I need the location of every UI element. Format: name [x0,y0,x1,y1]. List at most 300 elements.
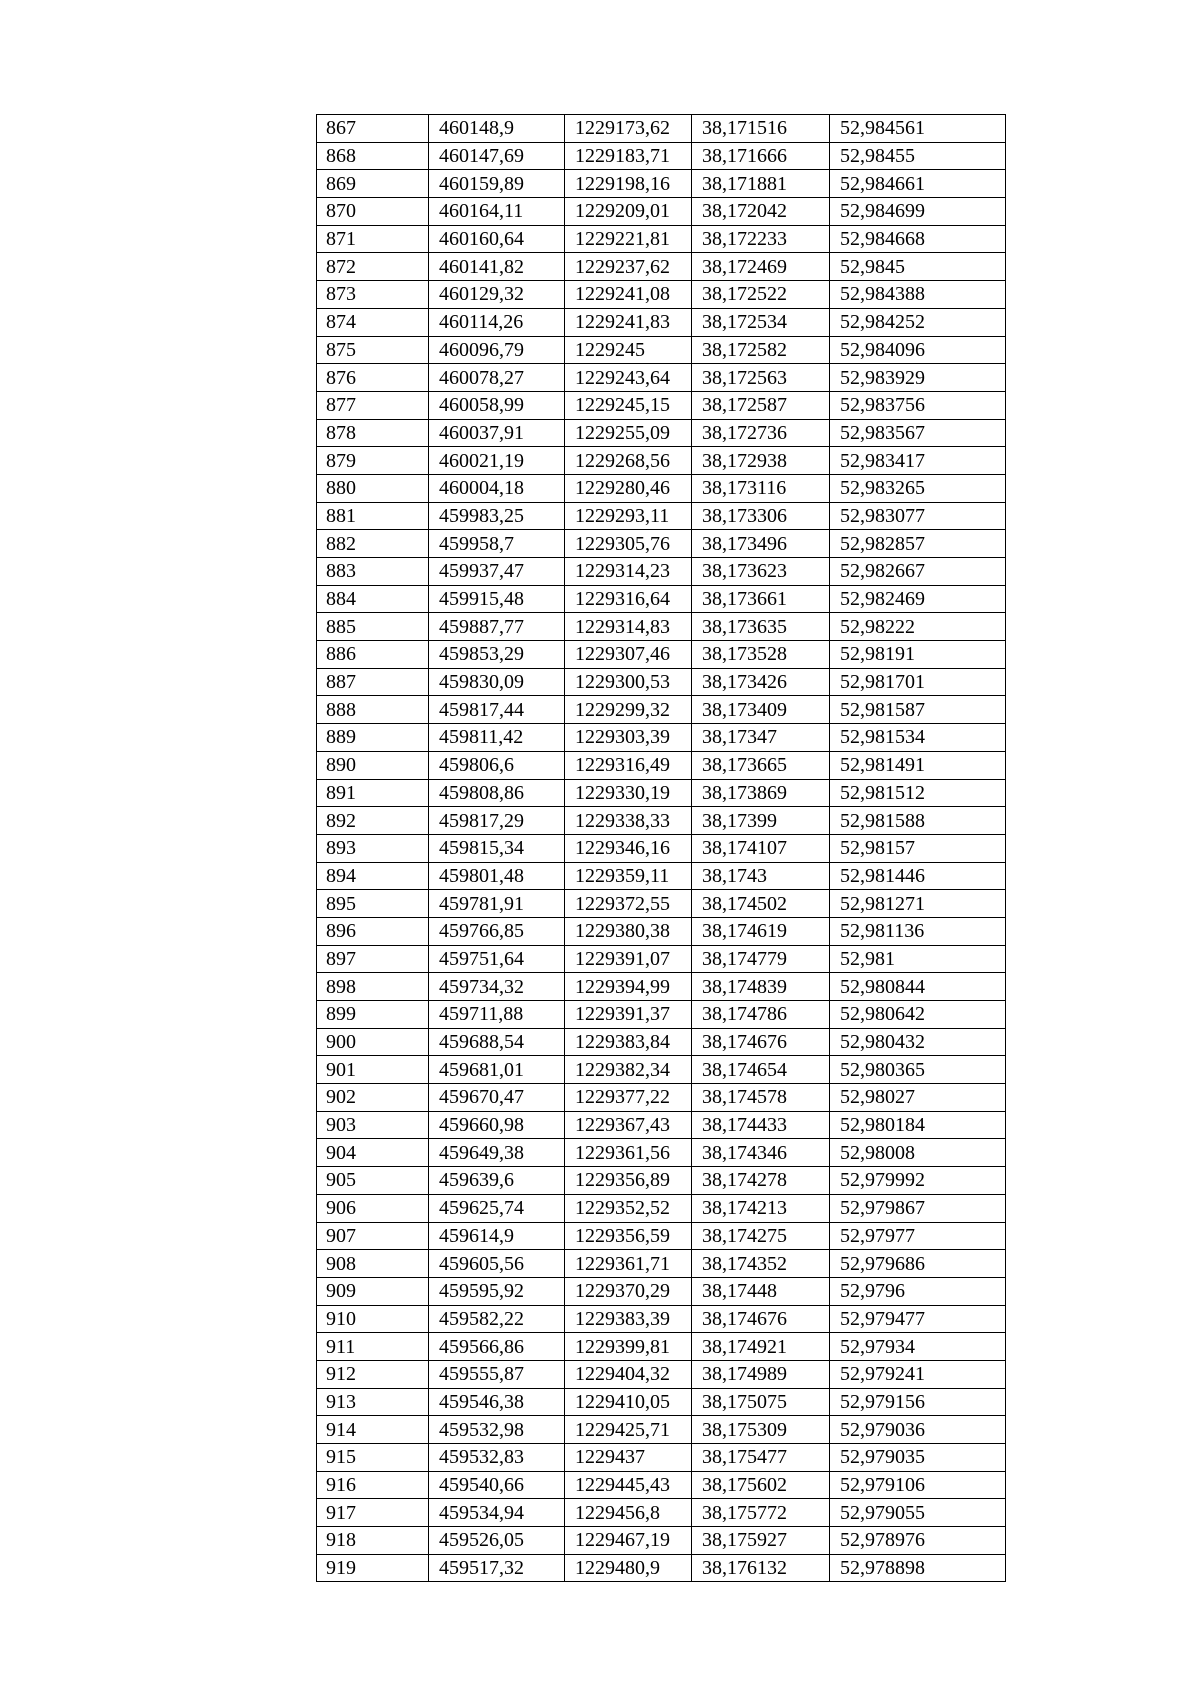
point-number-cell: 895 [317,890,429,918]
table-row [317,862,1006,890]
table-row [317,502,1006,530]
table-row [317,1250,1006,1278]
y-coordinate-cell: 1229293,11 [565,502,692,530]
table-row [317,641,1006,669]
x-coordinate-cell: 460058,99 [429,391,565,419]
x-coordinate-cell: 459751,64 [429,945,565,973]
table-row [317,1388,1006,1416]
point-number-cell: 872 [317,253,429,281]
x-coordinate-cell: 459534,94 [429,1499,565,1527]
y-coordinate-cell: 1229356,89 [565,1167,692,1195]
latitude-cell: 52,979686 [830,1250,1006,1278]
point-number-cell: 907 [317,1222,429,1250]
longitude-cell: 38,173665 [692,751,830,779]
longitude-cell: 38,174352 [692,1250,830,1278]
x-coordinate-cell: 460141,82 [429,253,565,281]
x-coordinate-cell: 460021,19 [429,447,565,475]
x-coordinate-cell: 459766,85 [429,917,565,945]
coordinates-table [316,114,1006,1582]
x-coordinate-cell: 460164,11 [429,198,565,226]
y-coordinate-cell: 1229314,23 [565,558,692,586]
y-coordinate-cell: 1229352,52 [565,1194,692,1222]
point-number-cell: 898 [317,973,429,1001]
latitude-cell: 52,981 [830,945,1006,973]
x-coordinate-cell: 459639,6 [429,1167,565,1195]
table-row [317,1028,1006,1056]
x-coordinate-cell: 459670,47 [429,1084,565,1112]
y-coordinate-cell: 1229198,16 [565,170,692,198]
y-coordinate-cell: 1229370,29 [565,1277,692,1305]
x-coordinate-cell: 459711,88 [429,1001,565,1029]
y-coordinate-cell: 1229346,16 [565,834,692,862]
y-coordinate-cell: 1229209,01 [565,198,692,226]
table-row [317,1084,1006,1112]
point-number-cell: 880 [317,474,429,502]
longitude-cell: 38,173623 [692,558,830,586]
table-row [317,115,1006,143]
longitude-cell: 38,174502 [692,890,830,918]
y-coordinate-cell: 1229338,33 [565,807,692,835]
latitude-cell: 52,98157 [830,834,1006,862]
longitude-cell: 38,176132 [692,1554,830,1582]
x-coordinate-cell: 459625,74 [429,1194,565,1222]
latitude-cell: 52,979156 [830,1388,1006,1416]
longitude-cell: 38,171516 [692,115,830,143]
latitude-cell: 52,981701 [830,668,1006,696]
x-coordinate-cell: 459815,34 [429,834,565,862]
latitude-cell: 52,984096 [830,336,1006,364]
latitude-cell: 52,979036 [830,1416,1006,1444]
latitude-cell: 52,97934 [830,1333,1006,1361]
longitude-cell: 38,174107 [692,834,830,862]
point-number-cell: 893 [317,834,429,862]
x-coordinate-cell: 459517,32 [429,1554,565,1582]
x-coordinate-cell: 459605,56 [429,1250,565,1278]
table-row [317,281,1006,309]
table-row [317,225,1006,253]
point-number-cell: 916 [317,1471,429,1499]
point-number-cell: 868 [317,142,429,170]
longitude-cell: 38,1743 [692,862,830,890]
longitude-cell: 38,174578 [692,1084,830,1112]
latitude-cell: 52,983077 [830,502,1006,530]
x-coordinate-cell: 460078,27 [429,364,565,392]
longitude-cell: 38,17347 [692,724,830,752]
y-coordinate-cell: 1229255,09 [565,419,692,447]
x-coordinate-cell: 459915,48 [429,585,565,613]
longitude-cell: 38,174275 [692,1222,830,1250]
table-row [317,419,1006,447]
x-coordinate-cell: 459806,6 [429,751,565,779]
table-row [317,917,1006,945]
latitude-cell: 52,98027 [830,1084,1006,1112]
point-number-cell: 884 [317,585,429,613]
longitude-cell: 38,174654 [692,1056,830,1084]
point-number-cell: 901 [317,1056,429,1084]
table-row [317,253,1006,281]
longitude-cell: 38,173635 [692,613,830,641]
latitude-cell: 52,980642 [830,1001,1006,1029]
y-coordinate-cell: 1229410,05 [565,1388,692,1416]
point-number-cell: 883 [317,558,429,586]
longitude-cell: 38,172736 [692,419,830,447]
point-number-cell: 874 [317,308,429,336]
longitude-cell: 38,171881 [692,170,830,198]
y-coordinate-cell: 1229383,84 [565,1028,692,1056]
y-coordinate-cell: 1229425,71 [565,1416,692,1444]
point-number-cell: 912 [317,1360,429,1388]
table-row [317,558,1006,586]
point-number-cell: 913 [317,1388,429,1416]
table-row [317,1416,1006,1444]
x-coordinate-cell: 460004,18 [429,474,565,502]
x-coordinate-cell: 459688,54 [429,1028,565,1056]
latitude-cell: 52,979477 [830,1305,1006,1333]
point-number-cell: 894 [317,862,429,890]
latitude-cell: 52,98008 [830,1139,1006,1167]
table-row [317,1222,1006,1250]
y-coordinate-cell: 1229445,43 [565,1471,692,1499]
y-coordinate-cell: 1229361,71 [565,1250,692,1278]
point-number-cell: 886 [317,641,429,669]
point-number-cell: 905 [317,1167,429,1195]
longitude-cell: 38,174921 [692,1333,830,1361]
latitude-cell: 52,981534 [830,724,1006,752]
y-coordinate-cell: 1229241,83 [565,308,692,336]
x-coordinate-cell: 460160,64 [429,225,565,253]
y-coordinate-cell: 1229380,38 [565,917,692,945]
longitude-cell: 38,173496 [692,530,830,558]
y-coordinate-cell: 1229377,22 [565,1084,692,1112]
table-row [317,834,1006,862]
longitude-cell: 38,172469 [692,253,830,281]
table-row [317,668,1006,696]
longitude-cell: 38,173528 [692,641,830,669]
x-coordinate-cell: 459595,92 [429,1277,565,1305]
table-row [317,198,1006,226]
table-row [317,1527,1006,1555]
y-coordinate-cell: 1229316,49 [565,751,692,779]
x-coordinate-cell: 459853,29 [429,641,565,669]
y-coordinate-cell: 1229367,43 [565,1111,692,1139]
y-coordinate-cell: 1229372,55 [565,890,692,918]
latitude-cell: 52,978976 [830,1527,1006,1555]
latitude-cell: 52,981446 [830,862,1006,890]
point-number-cell: 909 [317,1277,429,1305]
latitude-cell: 52,979241 [830,1360,1006,1388]
x-coordinate-cell: 459582,22 [429,1305,565,1333]
x-coordinate-cell: 459532,98 [429,1416,565,1444]
point-number-cell: 918 [317,1527,429,1555]
table-row [317,613,1006,641]
x-coordinate-cell: 460148,9 [429,115,565,143]
x-coordinate-cell: 459555,87 [429,1360,565,1388]
table-row [317,1471,1006,1499]
longitude-cell: 38,172587 [692,391,830,419]
y-coordinate-cell: 1229437 [565,1444,692,1472]
x-coordinate-cell: 459830,09 [429,668,565,696]
latitude-cell: 52,979992 [830,1167,1006,1195]
point-number-cell: 903 [317,1111,429,1139]
table-row [317,1305,1006,1333]
table-row [317,1167,1006,1195]
y-coordinate-cell: 1229399,81 [565,1333,692,1361]
point-number-cell: 908 [317,1250,429,1278]
x-coordinate-cell: 459614,9 [429,1222,565,1250]
point-number-cell: 876 [317,364,429,392]
point-number-cell: 873 [317,281,429,309]
x-coordinate-cell: 459817,44 [429,696,565,724]
latitude-cell: 52,981491 [830,751,1006,779]
x-coordinate-cell: 459887,77 [429,613,565,641]
table-row [317,890,1006,918]
longitude-cell: 38,175602 [692,1471,830,1499]
y-coordinate-cell: 1229330,19 [565,779,692,807]
x-coordinate-cell: 459983,25 [429,502,565,530]
x-coordinate-cell: 460114,26 [429,308,565,336]
table-row [317,696,1006,724]
longitude-cell: 38,175772 [692,1499,830,1527]
table-row [317,807,1006,835]
x-coordinate-cell: 459937,47 [429,558,565,586]
x-coordinate-cell: 459566,86 [429,1333,565,1361]
longitude-cell: 38,173116 [692,474,830,502]
latitude-cell: 52,980432 [830,1028,1006,1056]
longitude-cell: 38,172563 [692,364,830,392]
longitude-cell: 38,175075 [692,1388,830,1416]
table-row [317,170,1006,198]
table-row [317,751,1006,779]
longitude-cell: 38,175477 [692,1444,830,1472]
table-row [317,945,1006,973]
table-row [317,447,1006,475]
y-coordinate-cell: 1229241,08 [565,281,692,309]
latitude-cell: 52,978898 [830,1554,1006,1582]
latitude-cell: 52,981512 [830,779,1006,807]
x-coordinate-cell: 459546,38 [429,1388,565,1416]
x-coordinate-cell: 459811,42 [429,724,565,752]
point-number-cell: 917 [317,1499,429,1527]
x-coordinate-cell: 459681,01 [429,1056,565,1084]
latitude-cell: 52,97977 [830,1222,1006,1250]
latitude-cell: 52,984661 [830,170,1006,198]
x-coordinate-cell: 459660,98 [429,1111,565,1139]
table-row [317,1194,1006,1222]
x-coordinate-cell: 459958,7 [429,530,565,558]
latitude-cell: 52,984668 [830,225,1006,253]
point-number-cell: 875 [317,336,429,364]
table-row [317,308,1006,336]
y-coordinate-cell: 1229305,76 [565,530,692,558]
point-number-cell: 871 [317,225,429,253]
table-row [317,1001,1006,1029]
point-number-cell: 910 [317,1305,429,1333]
y-coordinate-cell: 1229394,99 [565,973,692,1001]
point-number-cell: 906 [317,1194,429,1222]
longitude-cell: 38,172938 [692,447,830,475]
table-row [317,336,1006,364]
y-coordinate-cell: 1229221,81 [565,225,692,253]
longitude-cell: 38,173306 [692,502,830,530]
latitude-cell: 52,9796 [830,1277,1006,1305]
table-row [317,1554,1006,1582]
longitude-cell: 38,174619 [692,917,830,945]
point-number-cell: 870 [317,198,429,226]
table-row [317,142,1006,170]
x-coordinate-cell: 460037,91 [429,419,565,447]
longitude-cell: 38,173661 [692,585,830,613]
y-coordinate-cell: 1229391,37 [565,1001,692,1029]
latitude-cell: 52,982469 [830,585,1006,613]
point-number-cell: 915 [317,1444,429,1472]
table-row [317,1056,1006,1084]
point-number-cell: 885 [317,613,429,641]
x-coordinate-cell: 459540,66 [429,1471,565,1499]
table-row [317,391,1006,419]
latitude-cell: 52,979055 [830,1499,1006,1527]
point-number-cell: 879 [317,447,429,475]
point-number-cell: 899 [317,1001,429,1029]
y-coordinate-cell: 1229391,07 [565,945,692,973]
longitude-cell: 38,172233 [692,225,830,253]
y-coordinate-cell: 1229359,11 [565,862,692,890]
latitude-cell: 52,981587 [830,696,1006,724]
y-coordinate-cell: 1229303,39 [565,724,692,752]
point-number-cell: 891 [317,779,429,807]
x-coordinate-cell: 460147,69 [429,142,565,170]
point-number-cell: 882 [317,530,429,558]
latitude-cell: 52,983929 [830,364,1006,392]
longitude-cell: 38,174989 [692,1360,830,1388]
table-row [317,1139,1006,1167]
table-row [317,973,1006,1001]
longitude-cell: 38,174676 [692,1028,830,1056]
table-row [317,585,1006,613]
longitude-cell: 38,173869 [692,779,830,807]
x-coordinate-cell: 460096,79 [429,336,565,364]
y-coordinate-cell: 1229299,32 [565,696,692,724]
latitude-cell: 52,981588 [830,807,1006,835]
longitude-cell: 38,174839 [692,973,830,1001]
table-row [317,1444,1006,1472]
latitude-cell: 52,983265 [830,474,1006,502]
table-row [317,474,1006,502]
y-coordinate-cell: 1229243,64 [565,364,692,392]
latitude-cell: 52,981136 [830,917,1006,945]
y-coordinate-cell: 1229404,32 [565,1360,692,1388]
point-number-cell: 878 [317,419,429,447]
longitude-cell: 38,174213 [692,1194,830,1222]
latitude-cell: 52,979867 [830,1194,1006,1222]
latitude-cell: 52,980184 [830,1111,1006,1139]
longitude-cell: 38,171666 [692,142,830,170]
point-number-cell: 888 [317,696,429,724]
latitude-cell: 52,981271 [830,890,1006,918]
longitude-cell: 38,175927 [692,1527,830,1555]
longitude-cell: 38,174433 [692,1111,830,1139]
latitude-cell: 52,98455 [830,142,1006,170]
table-row [317,364,1006,392]
longitude-cell: 38,174676 [692,1305,830,1333]
y-coordinate-cell: 1229467,19 [565,1527,692,1555]
point-number-cell: 877 [317,391,429,419]
x-coordinate-cell: 459817,29 [429,807,565,835]
y-coordinate-cell: 1229316,64 [565,585,692,613]
x-coordinate-cell: 459781,91 [429,890,565,918]
point-number-cell: 919 [317,1554,429,1582]
x-coordinate-cell: 460129,32 [429,281,565,309]
x-coordinate-cell: 459532,83 [429,1444,565,1472]
point-number-cell: 881 [317,502,429,530]
point-number-cell: 897 [317,945,429,973]
y-coordinate-cell: 1229183,71 [565,142,692,170]
table-row [317,1111,1006,1139]
longitude-cell: 38,172582 [692,336,830,364]
y-coordinate-cell: 1229382,34 [565,1056,692,1084]
y-coordinate-cell: 1229245,15 [565,391,692,419]
y-coordinate-cell: 1229383,39 [565,1305,692,1333]
latitude-cell: 52,984252 [830,308,1006,336]
coordinates-table-body [317,115,1006,1582]
point-number-cell: 889 [317,724,429,752]
y-coordinate-cell: 1229307,46 [565,641,692,669]
longitude-cell: 38,17399 [692,807,830,835]
latitude-cell: 52,983417 [830,447,1006,475]
longitude-cell: 38,172534 [692,308,830,336]
table-row [317,530,1006,558]
point-number-cell: 867 [317,115,429,143]
latitude-cell: 52,9845 [830,253,1006,281]
y-coordinate-cell: 1229280,46 [565,474,692,502]
latitude-cell: 52,98191 [830,641,1006,669]
latitude-cell: 52,984699 [830,198,1006,226]
latitude-cell: 52,980844 [830,973,1006,1001]
y-coordinate-cell: 1229480,9 [565,1554,692,1582]
table-row [317,1333,1006,1361]
y-coordinate-cell: 1229456,8 [565,1499,692,1527]
point-number-cell: 887 [317,668,429,696]
latitude-cell: 52,983567 [830,419,1006,447]
latitude-cell: 52,984388 [830,281,1006,309]
latitude-cell: 52,98222 [830,613,1006,641]
point-number-cell: 892 [317,807,429,835]
y-coordinate-cell: 1229314,83 [565,613,692,641]
longitude-cell: 38,175309 [692,1416,830,1444]
point-number-cell: 869 [317,170,429,198]
point-number-cell: 890 [317,751,429,779]
point-number-cell: 902 [317,1084,429,1112]
point-number-cell: 904 [317,1139,429,1167]
y-coordinate-cell: 1229356,59 [565,1222,692,1250]
latitude-cell: 52,982857 [830,530,1006,558]
x-coordinate-cell: 459526,05 [429,1527,565,1555]
y-coordinate-cell: 1229237,62 [565,253,692,281]
latitude-cell: 52,979035 [830,1444,1006,1472]
y-coordinate-cell: 1229245 [565,336,692,364]
latitude-cell: 52,983756 [830,391,1006,419]
point-number-cell: 914 [317,1416,429,1444]
latitude-cell: 52,982667 [830,558,1006,586]
latitude-cell: 52,979106 [830,1471,1006,1499]
longitude-cell: 38,173409 [692,696,830,724]
longitude-cell: 38,174278 [692,1167,830,1195]
point-number-cell: 911 [317,1333,429,1361]
point-number-cell: 900 [317,1028,429,1056]
longitude-cell: 38,174346 [692,1139,830,1167]
x-coordinate-cell: 459649,38 [429,1139,565,1167]
point-number-cell: 896 [317,917,429,945]
y-coordinate-cell: 1229361,56 [565,1139,692,1167]
